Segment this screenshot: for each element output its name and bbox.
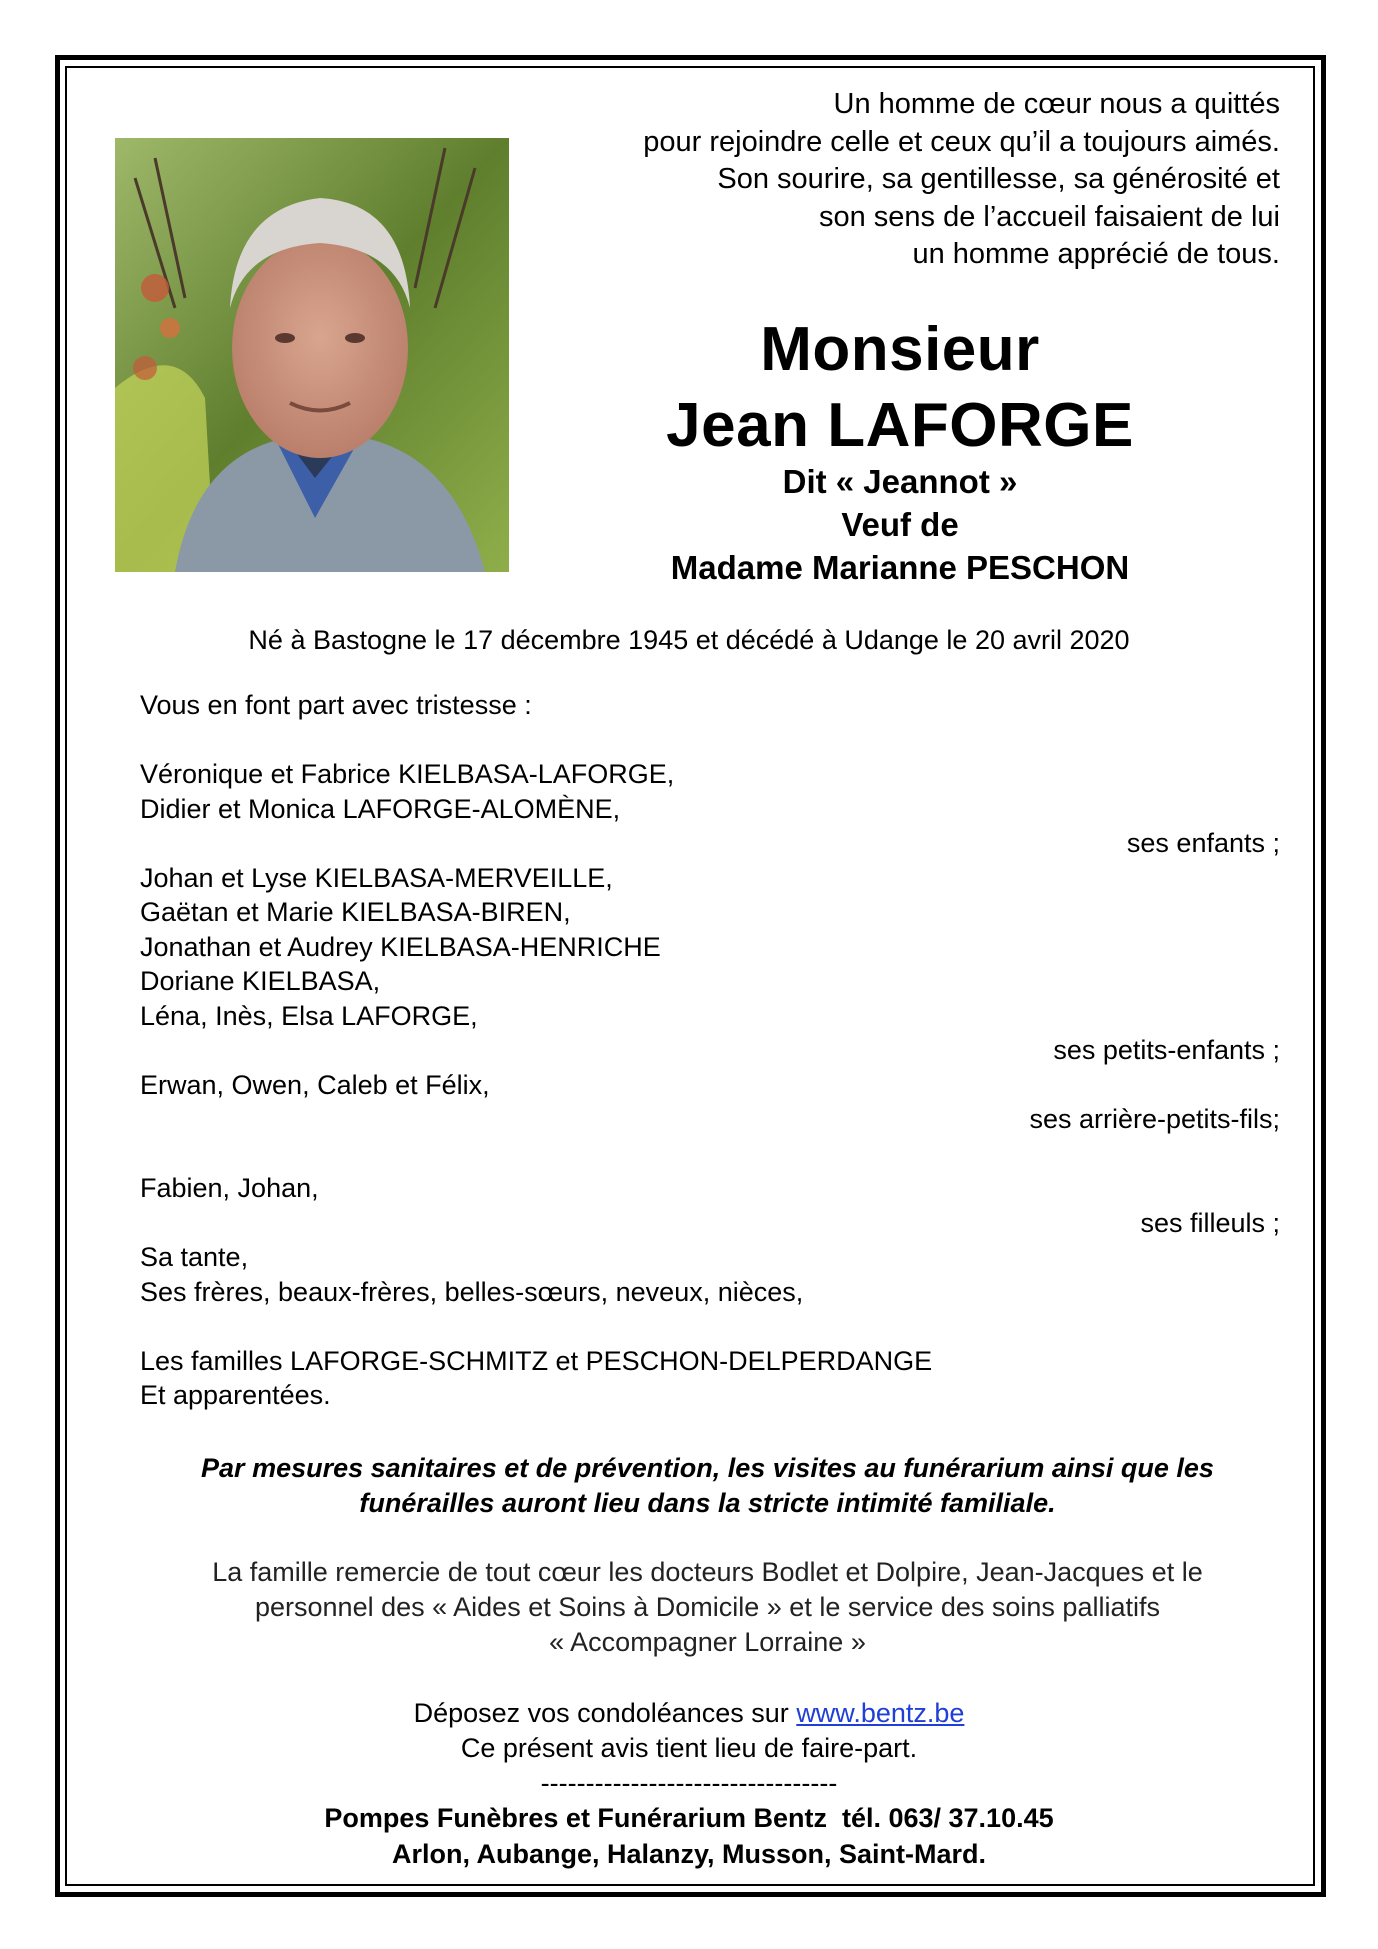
intro-line: un homme apprécié de tous. [912,238,1280,270]
spouse-name: Madame Marianne PESCHON [670,549,1130,586]
intro-line: Son sourire, sa gentillesse, sa générosité et [717,163,1280,195]
list-item: Johan et Lyse KIELBASA-MERVEILLE, [140,862,613,893]
list-item: Gaëtan et Marie KIELBASA-BIREN, [140,897,571,927]
separator-line: --------------------------------- [540,1768,838,1798]
relation-label: ses enfants ; [1126,828,1280,858]
deceased-name [580,312,1220,464]
intro-text [540,86,1280,274]
list-item: Et apparentées. [140,1380,331,1410]
portrait-photo [115,138,509,572]
condolences-link[interactable]: www.bentz.be [796,1698,965,1728]
thanks-line: personnel des « Aides et Soins à Domicile » et le service des soins palliatifs [255,1592,1160,1622]
relation-label: ses filleuls ; [1140,1207,1280,1238]
nickname: Dit « Jeannot » [782,463,1018,500]
company-locations: Arlon, Aubange, Halanzy, Musson, Saint-Mard. [391,1839,987,1869]
family-list [140,688,1280,1413]
list-item: Didier et Monica LAFORGE-ALOMÈNE, [140,793,621,824]
condolences-prefix: Déposez vos condoléances sur [413,1698,797,1728]
list-item: Ses frères, beaux-frères, belles-sœurs, neveux, nièces, [140,1276,804,1307]
intro-line: pour rejoindre celle et ceux qu’il a toujours aimés. [643,125,1280,158]
notice-line: Par mesures sanitaires et de prévention, les visites au funérarium ainsi que les [201,1453,1214,1483]
intro-line: Un homme de cœur nous a quittés [833,88,1280,120]
thanks-line: La famille remercie de tout cœur les docteurs Bodlet et Dolpire, Jean-Jacques et le [212,1557,1203,1587]
thanks-text [130,1555,1285,1660]
condolences-section [0,1696,1378,1801]
family-intro: Vous en font part avec tristesse : [140,690,532,720]
list-item: Véronique et Fabrice KIELBASA-LAFORGE, [140,759,675,789]
notice-line: funérailles auront lieu dans la stricte intimité familiale. [359,1488,1056,1518]
intro-line: son sens de l’accueil faisaient de lui [818,200,1280,233]
portrait-illustration [115,138,509,572]
relation-label: ses arrière-petits-fils; [1029,1104,1280,1134]
widower-label: Veuf de [841,506,959,543]
title-name: Jean LAFORGE [666,391,1134,460]
list-item: Doriane KIELBASA, [140,966,381,996]
list-item: Erwan, Owen, Caleb et Félix, [140,1069,490,1100]
birth-death-info: Né à Bastogne le 17 décembre 1945 et décédé à Udange le 20 avril 2020 [248,625,1130,655]
deceased-details [580,460,1220,589]
sanitary-notice [130,1451,1285,1521]
list-item: Jonathan et Audrey KIELBASA-HENRICHE [140,931,661,962]
list-item: Fabien, Johan, [140,1173,319,1203]
list-item: Léna, Inès, Elsa LAFORGE, [140,1000,478,1031]
list-item: Sa tante, [140,1242,249,1272]
company-name-phone: Pompes Funèbres et Funérarium Bentz tél. 063/ 37.10.45 [324,1803,1054,1833]
faire-part-note: Ce présent avis tient lieu de faire-part. [460,1733,918,1763]
title-honorific: Monsieur [760,315,1040,384]
list-item: Les familles LAFORGE-SCHMITZ et PESCHON-DELPERDANGE [140,1345,933,1376]
funeral-home-info [0,1800,1378,1872]
relation-label: ses petits-enfants ; [1053,1035,1280,1065]
thanks-line: « Accompagner Lorraine » [549,1627,866,1657]
condolences-line [0,1696,1378,1731]
